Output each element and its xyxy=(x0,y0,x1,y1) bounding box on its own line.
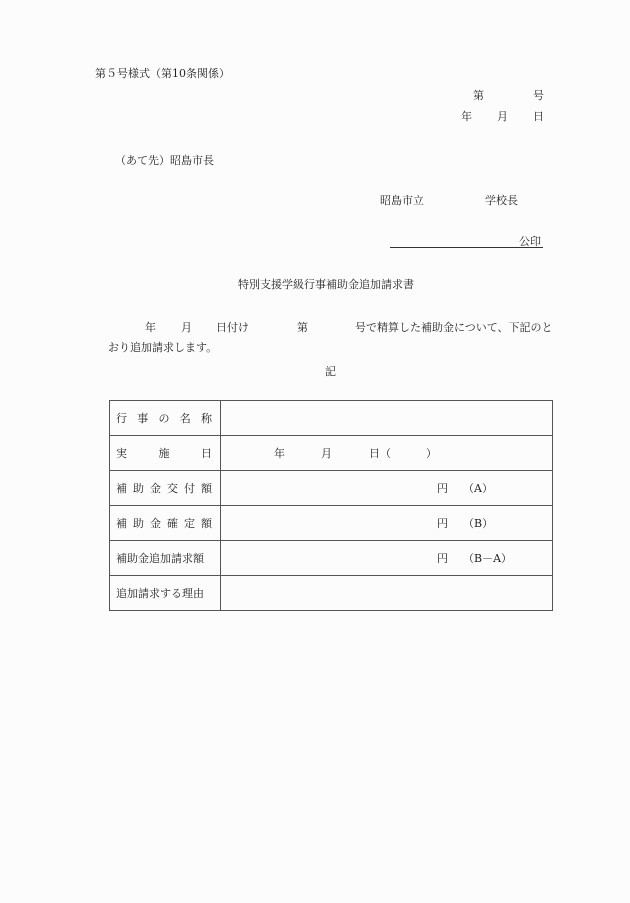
body-month: 月 xyxy=(181,321,192,334)
addressee: （あて先）昭島市長 xyxy=(115,154,214,167)
label-reason: 追加請求する理由 xyxy=(110,576,221,611)
body-day-ref: 日付け xyxy=(216,321,249,334)
request-table xyxy=(109,400,553,611)
form-number: 第５号様式（第10条関係） xyxy=(95,67,230,80)
table-row-confirmed-amount xyxy=(110,506,553,541)
table-row-granted-amount xyxy=(110,471,553,506)
label-confirmed-amount: 補 助 金 確 定 額 xyxy=(110,506,221,541)
doc-number-prefix: 第 xyxy=(473,89,484,102)
value-event-name[interactable] xyxy=(221,401,553,436)
body-number-prefix: 第 xyxy=(297,321,308,334)
doc-number-suffix: 号 xyxy=(533,89,544,102)
school-prefix: 昭島市立 xyxy=(380,194,424,207)
official-seal-label: 公印 xyxy=(519,235,541,248)
table-row-date xyxy=(110,436,553,471)
value-date[interactable]: 年 月 日（ ） xyxy=(221,436,553,471)
value-additional-amount[interactable]: 円 （B－A） xyxy=(221,541,553,576)
school-principal: 学校長 xyxy=(485,194,518,207)
label-additional-amount: 補助金追加請求額 xyxy=(110,541,221,576)
date-month: 月 xyxy=(497,110,508,123)
label-date: 実 施 日 xyxy=(110,436,221,471)
table-row-reason xyxy=(110,576,553,611)
ki-heading: 記 xyxy=(325,365,336,378)
value-granted-amount[interactable]: 円 （A） xyxy=(221,471,553,506)
label-granted-amount: 補 助 金 交 付 額 xyxy=(110,471,221,506)
table-row-event-name xyxy=(110,401,553,436)
date-day: 日 xyxy=(533,110,544,123)
document-title: 特別支援学級行事補助金追加請求書 xyxy=(238,278,414,291)
body-line2: おり追加請求します。 xyxy=(108,341,218,354)
table-row-additional-amount xyxy=(110,541,553,576)
body-year: 年 xyxy=(145,321,156,334)
value-confirmed-amount[interactable]: 円 （B） xyxy=(221,506,553,541)
date-year: 年 xyxy=(461,110,472,123)
label-event-name: 行 事 の 名 称 xyxy=(110,401,221,436)
value-reason[interactable] xyxy=(221,576,553,611)
body-line1-rest: 号で精算した補助金について、下記のと xyxy=(355,321,553,334)
